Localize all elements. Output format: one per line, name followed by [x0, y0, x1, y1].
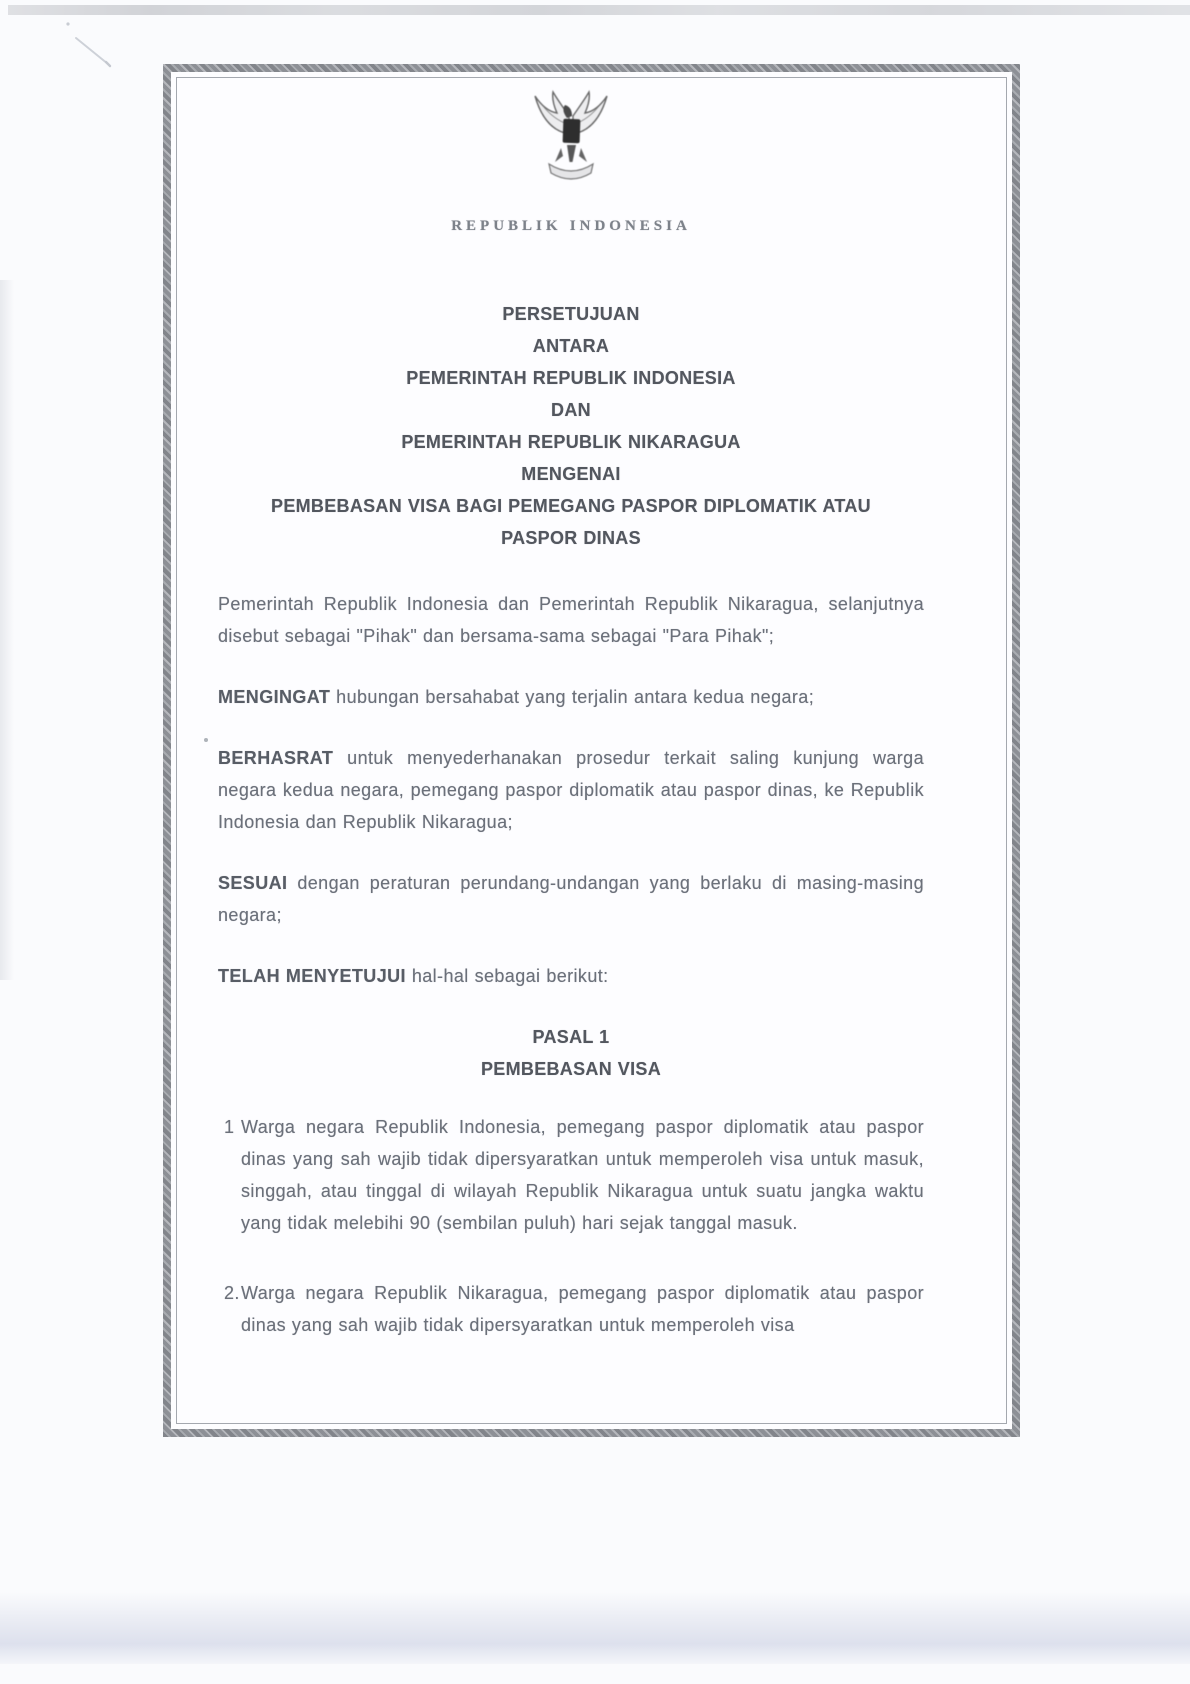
- article-1-heading-block: [218, 1021, 924, 1085]
- title-line: PEMERINTAH REPUBLIK INDONESIA: [406, 368, 736, 388]
- title-line: MENGENAI: [521, 464, 621, 484]
- preamble-paragraph: [218, 681, 924, 713]
- emblem-caption: REPUBLIK INDONESIA: [451, 218, 691, 234]
- scan-artifact-bottom-band: [0, 1592, 1190, 1664]
- paragraph-lead: BERHASRAT: [218, 748, 334, 768]
- item-number: 2.: [224, 1283, 240, 1303]
- title-line: PERSETUJUAN: [502, 304, 640, 324]
- garuda-pancasila-emblem: [523, 88, 619, 190]
- preamble-section: [218, 588, 924, 992]
- item-number: 1: [224, 1117, 235, 1137]
- title-line: ANTARA: [532, 336, 610, 356]
- preamble-paragraph: [218, 742, 924, 838]
- article-item-1: [218, 1111, 924, 1239]
- article-item-2: [218, 1277, 924, 1341]
- paragraph-lead: MENGINGAT: [218, 687, 331, 707]
- title-line: DAN: [551, 400, 591, 420]
- scan-artifact-left-smudge: [0, 280, 14, 980]
- article-items: [218, 1111, 924, 1341]
- pencil-mark: [46, 12, 126, 72]
- title-line: PASPOR DINAS: [501, 528, 641, 548]
- item-text: Warga negara Republik Nikaragua, pemegang paspor diplomatik atau paspor dinas yang sah wajib tidak dipersyaratkan untuk memperoleh visa: [241, 1283, 924, 1335]
- paragraph-text: Pemerintah Republik Indonesia dan Pemerintah Republik Nikaragua, selanjutnya disebut sebagai "Pihak" dan bersama-sama sebagai "Para Pihak";: [218, 594, 924, 646]
- document-border-frame: [163, 64, 1020, 1437]
- emblem-container: [218, 88, 924, 242]
- article-subheading: PEMBEBASAN VISA: [480, 1059, 662, 1079]
- preamble-paragraph: [218, 867, 924, 931]
- preamble-paragraph: [218, 588, 924, 652]
- paragraph-text: dengan peraturan perundang-undangan yang berlaku di masing-masing negara;: [218, 873, 924, 925]
- paragraph-text: untuk menyederhanakan prosedur terkait saling kunjung warga negara kedua negara, pemegang paspor diplomatik atau paspor dinas, ke Republik Indonesia dan Republik Nikaragua;: [218, 748, 924, 832]
- document-content: [218, 72, 924, 1379]
- article-heading: PASAL 1: [532, 1027, 610, 1047]
- preamble-paragraph: [218, 960, 924, 992]
- document-title: [218, 298, 924, 554]
- title-line: PEMERINTAH REPUBLIK NIKARAGUA: [401, 432, 741, 452]
- item-text: Warga negara Republik Indonesia, pemegang paspor diplomatik atau paspor dinas yang sah wajib tidak dipersyaratkan untuk memperoleh visa untuk masuk, singgah, atau tinggal di wilayah Republik Nikaragua untuk suatu jangka waktu yang tidak melebihi 90 (sembilan puluh) hari sejak tanggal masuk.: [241, 1117, 924, 1233]
- scan-artifact-top-strip: [8, 5, 1190, 15]
- paragraph-lead: TELAH MENYETUJUI: [218, 966, 406, 986]
- paragraph-text: hal-hal sebagai berikut:: [411, 966, 609, 986]
- paragraph-lead: SESUAI: [218, 873, 288, 893]
- title-line: PEMBEBASAN VISA BAGI PEMEGANG PASPOR DIPLOMATIK ATAU: [271, 496, 871, 516]
- scan-artifact-stray-dot: [204, 738, 208, 742]
- paragraph-text: hubungan bersahabat yang terjalin antara kedua negara;: [336, 687, 815, 707]
